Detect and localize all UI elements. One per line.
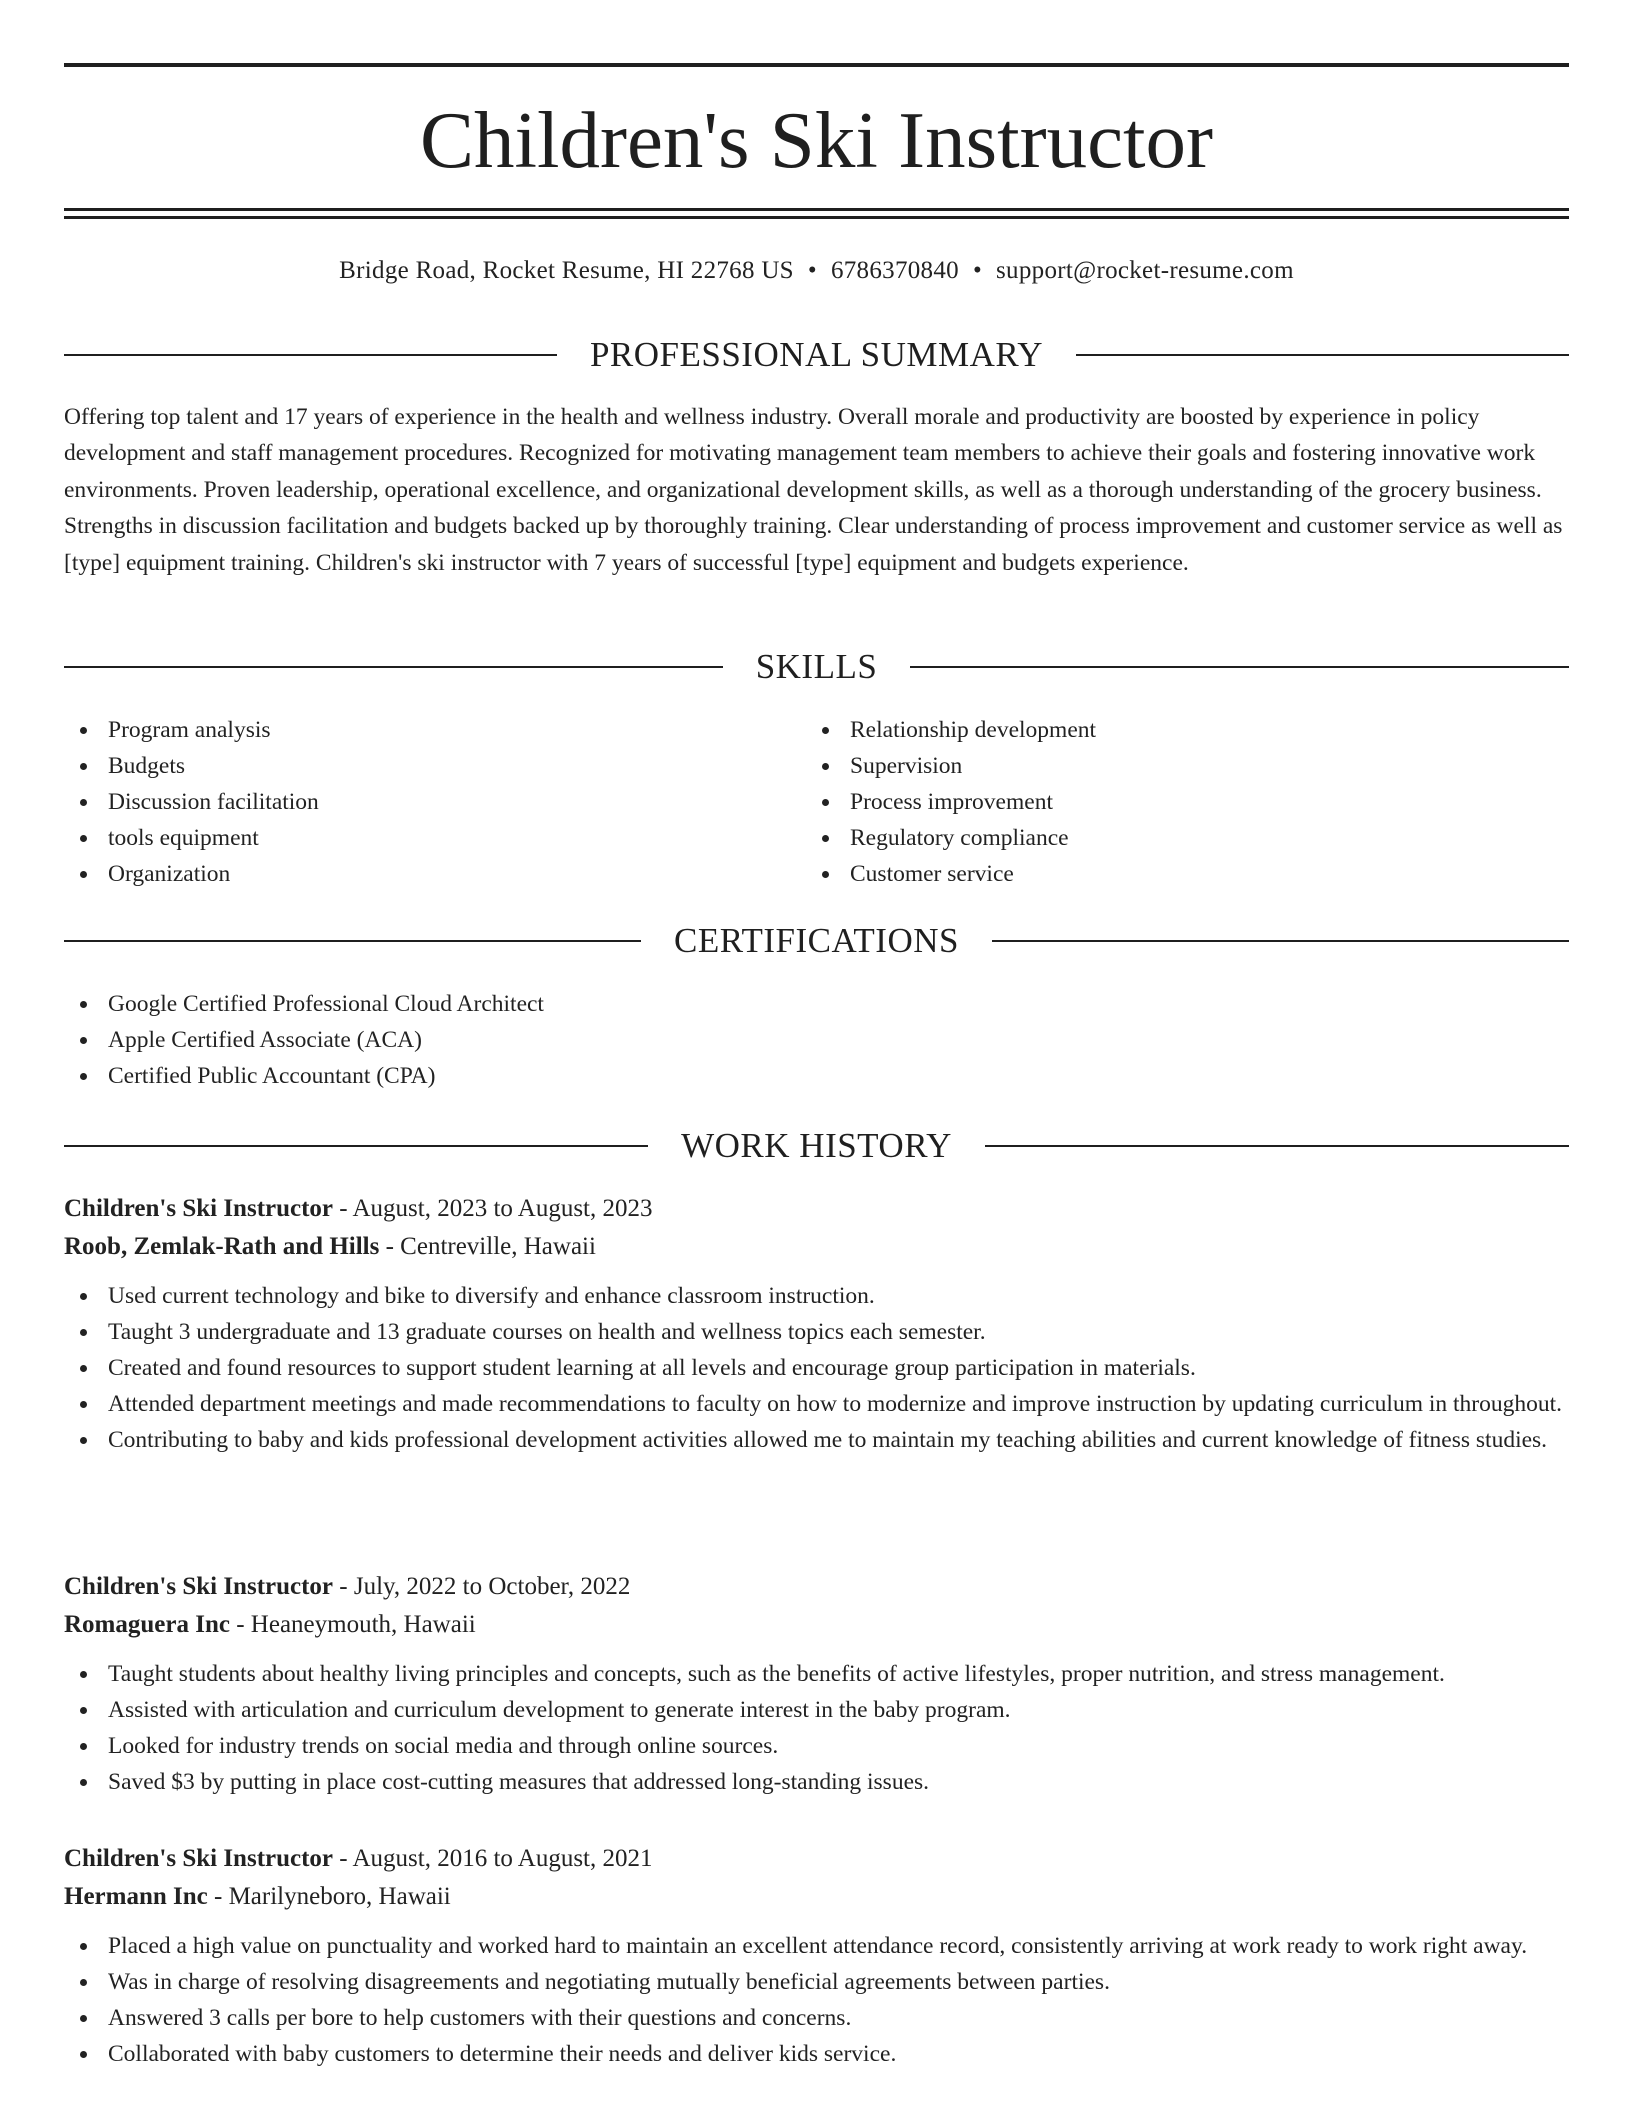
top-rule bbox=[64, 63, 1569, 67]
skill-item: Organization bbox=[64, 856, 764, 892]
heading-rule bbox=[992, 940, 1569, 942]
job-bullet: Placed a high value on punctuality and worked hard to maintain an excellent attendance record, consistently arriving at work ready to work right away. bbox=[64, 1928, 1569, 1964]
contact-phone: 6786370840 bbox=[830, 257, 959, 284]
job-location: - Marilyneboro, Hawaii bbox=[214, 1883, 451, 1910]
certifications-heading-label: CERTIFICATIONS bbox=[674, 921, 959, 960]
skill-item: tools equipment bbox=[64, 820, 764, 856]
heading-rule bbox=[64, 1145, 648, 1147]
work-history-heading bbox=[64, 1123, 1569, 1169]
job-entry bbox=[64, 1190, 1569, 1458]
job-bullet: Collaborated with baby customers to determine their needs and deliver kids service. bbox=[64, 2036, 1569, 2072]
skill-item: Discussion facilitation bbox=[64, 784, 764, 820]
job-title-line bbox=[64, 1190, 1569, 1228]
job-bullet: Looked for industry trends on social media and through online sources. bbox=[64, 1728, 1569, 1764]
heading-rule bbox=[910, 666, 1569, 668]
skills-heading-label: SKILLS bbox=[755, 647, 878, 686]
job-title-line bbox=[64, 1840, 1569, 1878]
summary-text: Offering top talent and 17 years of experience in the health and wellness industry. Overall morale and productivity are boosted by experience in policy development and staff management procedures. Recognized for motivating management team members to achieve their goals and fostering innovative work environments. Proven leadership, operational excellence, and organizational development skills, as well as a thorough understanding of the grocery business. Strengths in discussion facilitation and budgets backed up by thoroughly training. Clear understanding of process improvement and customer service as well as [type] equipment training. Children's ski instructor with 7 years of successful [type] equipment and budgets experience. bbox=[64, 404, 1563, 576]
job-title-line bbox=[64, 1568, 1569, 1606]
job-entry bbox=[64, 1568, 1569, 1800]
resume-title: Children's Ski Instructor bbox=[419, 95, 1214, 185]
certification-item: Certified Public Accountant (CPA) bbox=[64, 1058, 1464, 1094]
job-bullets bbox=[64, 1278, 1569, 1458]
skill-item: Relationship development bbox=[806, 712, 1506, 748]
job-dates: - July, 2022 to October, 2022 bbox=[339, 1573, 631, 1600]
job-location: - Heaneymouth, Hawaii bbox=[236, 1611, 476, 1638]
job-bullet: Assisted with articulation and curriculum development to generate interest in the baby program. bbox=[64, 1692, 1569, 1728]
summary-heading-label: PROFESSIONAL SUMMARY bbox=[589, 335, 1044, 374]
job-company: Romaguera Inc bbox=[64, 1611, 230, 1638]
job-title: Children's Ski Instructor bbox=[64, 1573, 334, 1600]
contact-email: support@rocket-resume.com bbox=[996, 257, 1294, 284]
skill-item: Supervision bbox=[806, 748, 1506, 784]
skill-item: Budgets bbox=[64, 748, 764, 784]
job-bullet: Attended department meetings and made recommendations to faculty on how to modernize and improve instruction by updating curriculum in throughout. bbox=[64, 1386, 1569, 1422]
heading-rule bbox=[64, 354, 557, 356]
skill-item: Customer service bbox=[806, 856, 1506, 892]
contact-address: Bridge Road, Rocket Resume, HI 22768 US bbox=[339, 257, 794, 284]
job-company-line bbox=[64, 1878, 1569, 1916]
job-dates: - August, 2023 to August, 2023 bbox=[339, 1195, 653, 1222]
skill-item: Regulatory compliance bbox=[806, 820, 1506, 856]
job-bullet: Created and found resources to support student learning at all levels and encourage group participation in materials. bbox=[64, 1350, 1569, 1386]
contact-line bbox=[64, 254, 1569, 288]
skills-list-right bbox=[806, 712, 1506, 892]
contact-separator: • bbox=[972, 257, 983, 284]
job-entry bbox=[64, 1840, 1569, 2072]
job-dates: - August, 2016 to August, 2021 bbox=[339, 1845, 653, 1872]
certifications-list bbox=[64, 986, 1464, 1094]
job-bullet: Used current technology and bike to diversify and enhance classroom instruction. bbox=[64, 1278, 1569, 1314]
job-location: - Centreville, Hawaii bbox=[385, 1233, 596, 1260]
heading-rule bbox=[64, 940, 641, 942]
skill-item: Program analysis bbox=[64, 712, 764, 748]
title-rule-upper bbox=[64, 208, 1569, 211]
job-title: Children's Ski Instructor bbox=[64, 1195, 334, 1222]
job-bullet: Answered 3 calls per bore to help customers with their questions and concerns. bbox=[64, 2000, 1569, 2036]
job-company: Hermann Inc bbox=[64, 1883, 208, 1910]
job-bullet: Taught students about healthy living principles and concepts, such as the benefits of active lifestyles, proper nutrition, and stress management. bbox=[64, 1656, 1569, 1692]
job-company-line bbox=[64, 1606, 1569, 1644]
job-bullet: Was in charge of resolving disagreements and negotiating mutually beneficial agreements between parties. bbox=[64, 1964, 1569, 2000]
summary-heading bbox=[64, 332, 1569, 378]
job-bullets bbox=[64, 1656, 1569, 1800]
heading-rule bbox=[64, 666, 723, 668]
job-bullet: Taught 3 undergraduate and 13 graduate courses on health and wellness topics each semester. bbox=[64, 1314, 1569, 1350]
skill-item: Process improvement bbox=[806, 784, 1506, 820]
certifications-heading bbox=[64, 918, 1569, 964]
job-bullets bbox=[64, 1928, 1569, 2072]
certification-item: Apple Certified Associate (ACA) bbox=[64, 1022, 1464, 1058]
heading-rule bbox=[985, 1145, 1569, 1147]
work-history-heading-label: WORK HISTORY bbox=[681, 1126, 952, 1165]
heading-rule bbox=[1076, 354, 1569, 356]
title-rule-lower bbox=[64, 216, 1569, 219]
skills-heading bbox=[64, 644, 1569, 690]
contact-separator: • bbox=[807, 257, 817, 284]
certification-item: Google Certified Professional Cloud Architect bbox=[64, 986, 1464, 1022]
job-bullet: Saved $3 by putting in place cost-cutting measures that addressed long-standing issues. bbox=[64, 1764, 1569, 1800]
job-company: Roob, Zemlak-Rath and Hills bbox=[64, 1233, 380, 1260]
job-bullet: Contributing to baby and kids professional development activities allowed me to maintain my teaching abilities and current knowledge of fitness studies. bbox=[64, 1422, 1569, 1458]
skills-list-left bbox=[64, 712, 764, 892]
job-title: Children's Ski Instructor bbox=[64, 1845, 334, 1872]
job-company-line bbox=[64, 1228, 1569, 1266]
